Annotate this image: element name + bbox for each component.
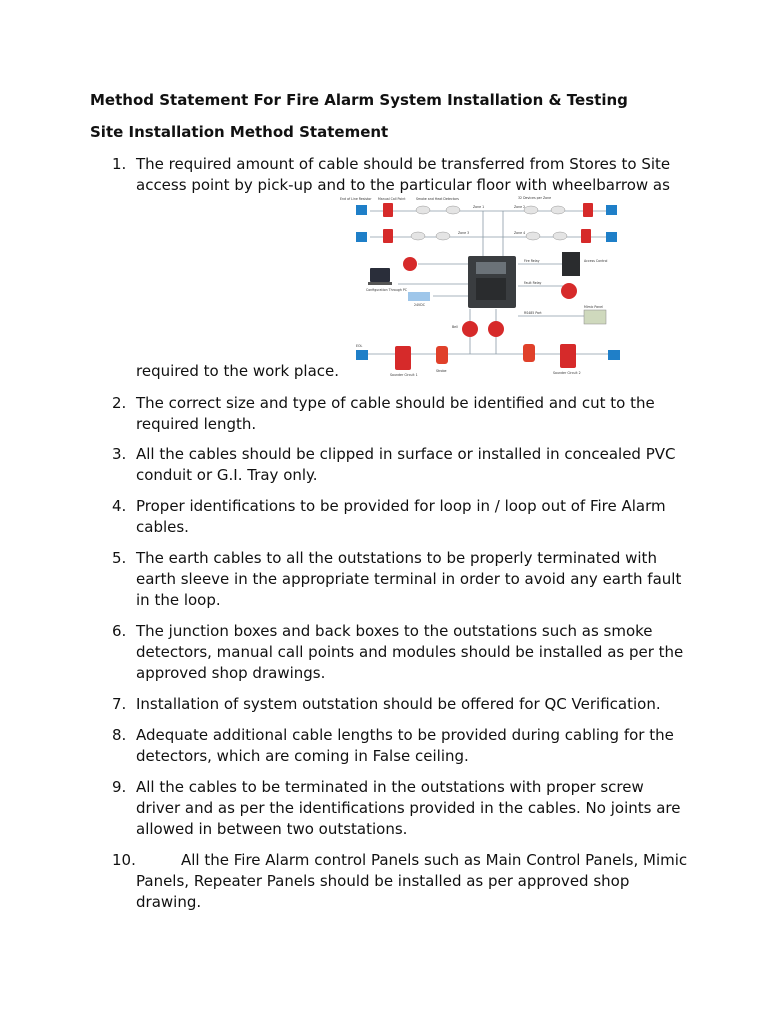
eol-resistor-icon <box>606 232 617 242</box>
list-item-number: 10. <box>112 851 136 869</box>
diagram-label-smoke: Smoke and Heat Detectors <box>416 197 459 201</box>
list-item-text: Adequate additional cable lengths to be provided during cabling for the detectors, which are coming in False ceiling. <box>136 726 674 765</box>
list-item-text: All the Fire Alarm control Panels such as Main Control Panels, Mimic Panels, Repeater Panels should be installed as per approved shop drawing. <box>136 851 688 911</box>
diagram-label-eol: End of Line Resistor <box>340 197 372 201</box>
diagram-label-mimic: Mimic Panel <box>584 305 603 309</box>
diagram-label-psu: 24VDC <box>414 303 425 307</box>
list-item-text: The correct size and type of cable should be identified and cut to the required length. <box>136 394 655 433</box>
diagram-label-fire-relay: Fire Relay <box>524 259 540 263</box>
section-title: Site Installation Method Statement <box>90 123 389 141</box>
diagram-label-config: Configuration Through PC <box>366 288 408 292</box>
diagram-label-mcp: Manual Call Point <box>378 197 406 201</box>
eol-resistor-icon <box>356 205 367 215</box>
list-item-text: All the cables to be terminated in the outstations with proper screw driver and as per the identifications provided in the cables. No joints are allowed in between two outstations. <box>136 778 681 838</box>
list-item-text: Installation of system outstation should be offered for QC Verification. <box>136 695 661 713</box>
laptop-icon <box>370 268 390 282</box>
heat-detector-icon <box>526 232 540 240</box>
strobe-icon <box>523 344 535 362</box>
list-item-number: 7. <box>112 695 127 713</box>
smoke-detector-icon <box>524 206 538 214</box>
list-item-text: required to the work place. <box>136 362 340 380</box>
list-item-text: Proper identifications to be provided for loop in / loop out of Fire Alarm cables. <box>136 497 666 536</box>
diagram-label-bell: Bell <box>452 325 458 329</box>
mimic-panel-icon <box>584 310 606 324</box>
bell-icon <box>488 321 504 337</box>
diagram-label-sounder1: Sounder Circuit 1 <box>390 373 418 377</box>
diagram-label-devices: 32 Devices per Zone <box>518 196 552 200</box>
sounder-strobe-icon <box>560 344 576 368</box>
diagram-label-fault-relay: Fault Relay <box>524 281 542 285</box>
access-control-icon <box>562 252 580 276</box>
sounder-icon <box>403 257 417 271</box>
list-item-number: 8. <box>112 726 127 744</box>
list-item-number: 1. <box>112 155 127 173</box>
bell-icon <box>462 321 478 337</box>
heat-detector-icon <box>411 232 425 240</box>
list-item-number: 6. <box>112 622 127 640</box>
eol-resistor-icon <box>356 350 368 360</box>
eol-resistor-icon <box>356 232 367 242</box>
list-item-text: The earth cables to all the outstations to be properly terminated with earth sleeve in the appropriate terminal in order to avoid any earth fault in the loop. <box>136 549 682 609</box>
diagram-label-zone4: Zone 4 <box>514 231 526 235</box>
smoke-detector-icon <box>551 206 565 214</box>
diagram-label-eol2: EOL <box>356 344 363 348</box>
diagram-svg <box>338 194 628 379</box>
diagram-label-access: Access Control <box>584 259 608 263</box>
document-title: Method Statement For Fire Alarm System Installation & Testing <box>90 91 628 109</box>
heat-detector-icon <box>553 232 567 240</box>
control-panel-display-icon <box>476 262 506 274</box>
list-item-text: All the cables should be clipped in surface or installed in concealed PVC conduit or G.I. Tray only. <box>136 445 676 484</box>
list-item-number: 9. <box>112 778 127 796</box>
sounder-strobe-icon <box>395 346 411 370</box>
diagram-label-zone1: Zone 1 <box>473 205 485 209</box>
manual-call-point-icon <box>583 203 593 217</box>
fire-alarm-diagram <box>338 194 628 379</box>
eol-resistor-icon <box>608 350 620 360</box>
manual-call-point-icon <box>383 203 393 217</box>
bell-icon <box>561 283 577 299</box>
strobe-icon <box>436 346 448 364</box>
list-item-number: 4. <box>112 497 127 515</box>
diagram-label-zone2: Zone 2 <box>514 205 526 209</box>
diagram-label-rs485: RS485 Port <box>524 311 542 315</box>
list-item-text: The junction boxes and back boxes to the outstations such as smoke detectors, manual call points and modules should be installed as per the approved shop drawings. <box>136 622 684 682</box>
power-supply-icon <box>408 292 430 301</box>
list-item-number: 5. <box>112 549 127 567</box>
heat-detector-icon <box>436 232 450 240</box>
control-panel-keypad-icon <box>476 278 506 300</box>
list-item-text: The required amount of cable should be transferred from Stores to Site access point by pick-up and to the particular floor with wheelbarrow as <box>136 155 671 194</box>
diagram-label-strobe: Strobe <box>436 369 447 373</box>
smoke-detector-icon <box>416 206 430 214</box>
eol-resistor-icon <box>606 205 617 215</box>
laptop-base-icon <box>368 282 392 285</box>
smoke-detector-icon <box>446 206 460 214</box>
list-item-number: 2. <box>112 394 127 412</box>
diagram-label-zone3: Zone 3 <box>458 231 470 235</box>
diagram-label-sounder2: Sounder Circuit 2 <box>553 371 581 375</box>
list-item-number: 3. <box>112 445 127 463</box>
manual-call-point-icon <box>581 229 591 243</box>
manual-call-point-icon <box>383 229 393 243</box>
